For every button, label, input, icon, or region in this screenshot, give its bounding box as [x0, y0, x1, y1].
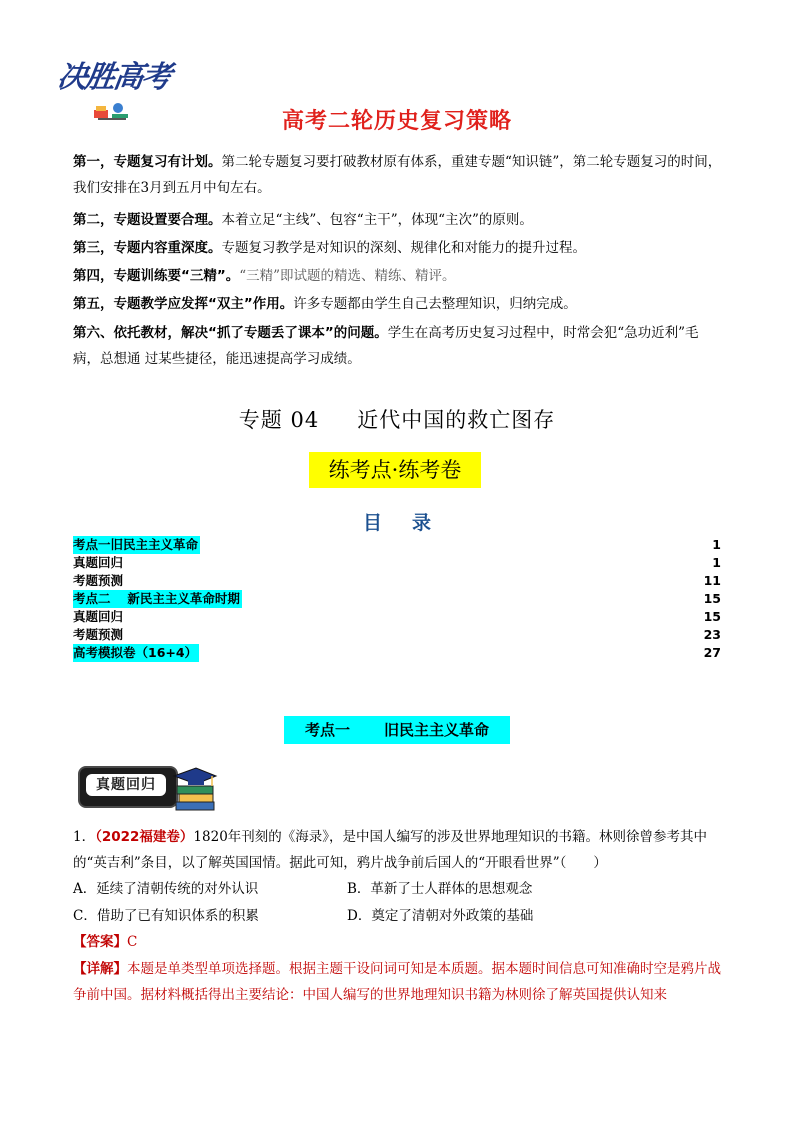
- strategy-paragraph: 第四，专题训练要“三精”。“三精”即试题的精选、精练、精评。: [73, 268, 456, 284]
- toc-title: 目 录: [362, 512, 432, 534]
- answer-detail: 【详解】本题是单类型单项选择题。根据主题干设问词可知是本质题。据本题时间信息可知准确时空是鸦片战争前中国。据材料概括得出主要结论：中国人编写的世界地理知识书籍为林则徐了解英国提供认知来: [73, 961, 721, 1003]
- strategy-paragraph: 第二，专题设置要合理。本着立足“主线”、包容“主干”，体现“主次”的原则。: [73, 212, 533, 228]
- toc-row[interactable]: 高考模拟卷（16+4） 27: [73, 645, 721, 660]
- option-b: B．革新了士人群体的思想观念: [347, 881, 533, 897]
- strategy-paragraph: 第五，专题教学应发挥“双主”作用。许多专题都由学生自己去整理知识，归纳完成。: [73, 296, 577, 312]
- option-c: C．借助了已有知识体系的积累: [73, 908, 259, 924]
- strategy-paragraph: 第三，专题内容重深度。专题复习教学是对知识的深刻、规律化和对能力的提升过程。: [73, 240, 586, 256]
- badge-frame: [78, 766, 178, 808]
- topic-title: 专题 04 近代中国的救亡图存: [238, 408, 556, 432]
- main-title: 高考二轮历史复习策略: [281, 109, 512, 134]
- books-graduation-cap-icon: [170, 764, 218, 814]
- toc-row[interactable]: 真题回归 1: [73, 555, 721, 570]
- question-stem: 1．（2022福建卷）1820年刊刻的《海录》，是中国人编写的涉及世界地理知识的书籍。林则徐曾参考其中的“英吉利”条目，以了解英国国情。据此可知，鸦片战争前后国人的“开眼看世界”（ ）: [73, 829, 708, 871]
- toc-row[interactable]: 考题预测 11: [73, 573, 721, 588]
- answer: 【答案】C: [73, 934, 138, 950]
- toc-row[interactable]: 考点一旧民主主义革命 1: [73, 537, 721, 552]
- toc-row[interactable]: 考点二 新民主主义革命时期 15: [73, 591, 721, 606]
- practice-banner: 练考点·练考卷: [309, 452, 481, 488]
- option-d: D．奠定了清朝对外政策的基础: [347, 908, 534, 924]
- strategy-paragraph: 第六、依托教材，解决“抓了专题丢了课本”的问题。学生在高考历史复习过程中，时常会犯“急功近利”毛病，总想通 过某些捷径，能迅速提高学习成绩。: [73, 325, 699, 367]
- option-a: A．延续了清朝传统的对外认识: [73, 881, 259, 897]
- section-heading: 考点一 旧民主主义革命: [284, 716, 510, 744]
- logo-wordmark: 决胜高考: [55, 60, 172, 95]
- toc-row[interactable]: 考题预测 23: [73, 627, 721, 642]
- badge-label: 真题回归: [86, 774, 166, 796]
- section-badge: [78, 764, 218, 814]
- toc-row[interactable]: 真题回归 15: [73, 609, 721, 624]
- strategy-paragraph: 第一，专题复习有计划。第二轮专题复习要打破教材原有体系，重建专题“知识链”，第二轮专题复习的时间，我们安排在3月到五月中旬左右。: [73, 154, 722, 196]
